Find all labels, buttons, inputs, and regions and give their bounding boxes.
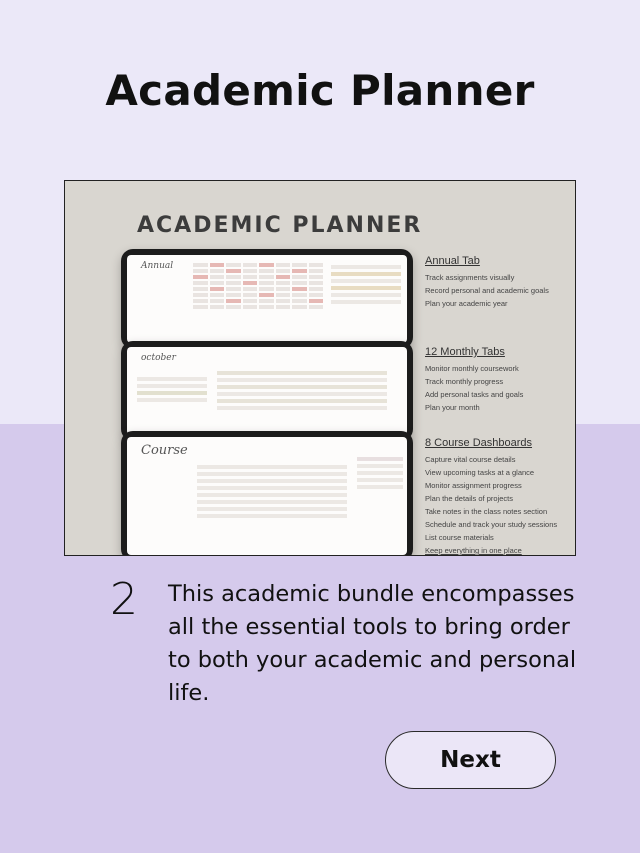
screen-label: Annual	[141, 261, 174, 271]
feature-item: Plan your month	[425, 403, 480, 412]
course-side	[357, 457, 403, 492]
feature-item: View upcoming tasks at a glance	[425, 468, 535, 477]
screen-label: october	[141, 353, 176, 363]
course-table	[197, 465, 347, 521]
feature-group-course	[425, 437, 575, 556]
feature-item: Track monthly progress	[425, 377, 504, 386]
feature-group-annual	[425, 255, 575, 310]
feature-item: Capture vital course details	[425, 455, 516, 464]
feature-title: 12 Monthly Tabs	[425, 346, 505, 358]
step-number: 2	[110, 574, 138, 625]
tablet-screen	[127, 347, 407, 435]
left-panel	[137, 377, 207, 405]
feature-item: Monitor monthly coursework	[425, 364, 519, 373]
feature-item: Keep everything in one place	[425, 546, 522, 555]
feature-item: Plan your academic year	[425, 299, 508, 308]
tablet-annual	[121, 249, 413, 349]
feature-item: Add personal tasks and goals	[425, 390, 524, 399]
page-title: Academic Planner	[105, 66, 535, 115]
feature-item: Track assignments visually	[425, 273, 515, 282]
task-rows	[217, 371, 387, 413]
description-text: This academic bundle encompasses all the essential tools to bring order to both your academic and personal life.	[168, 581, 577, 706]
tablet-screen	[127, 437, 407, 555]
feature-item: Plan the details of projects	[425, 494, 513, 503]
tablet-course	[121, 431, 413, 556]
next-button[interactable]: Next	[385, 731, 556, 789]
feature-item: Schedule and track your study sessions	[425, 520, 558, 529]
screen-label: Course	[141, 443, 188, 458]
preview-heading: ACADEMIC PLANNER	[137, 213, 423, 238]
tablet-monthly	[121, 341, 413, 441]
side-panel	[331, 265, 401, 307]
product-preview-image	[64, 180, 576, 556]
tablet-screen	[127, 255, 407, 343]
feature-group-monthly	[425, 346, 575, 414]
feature-title: Annual Tab	[425, 255, 480, 267]
calendar-grid	[193, 263, 323, 309]
feature-item: Record personal and academic goals	[425, 286, 549, 295]
feature-item: Take notes in the class notes section	[425, 507, 548, 516]
feature-item: List course materials	[425, 533, 494, 542]
feature-title: 8 Course Dashboards	[425, 437, 533, 449]
feature-item: Monitor assignment progress	[425, 481, 522, 490]
